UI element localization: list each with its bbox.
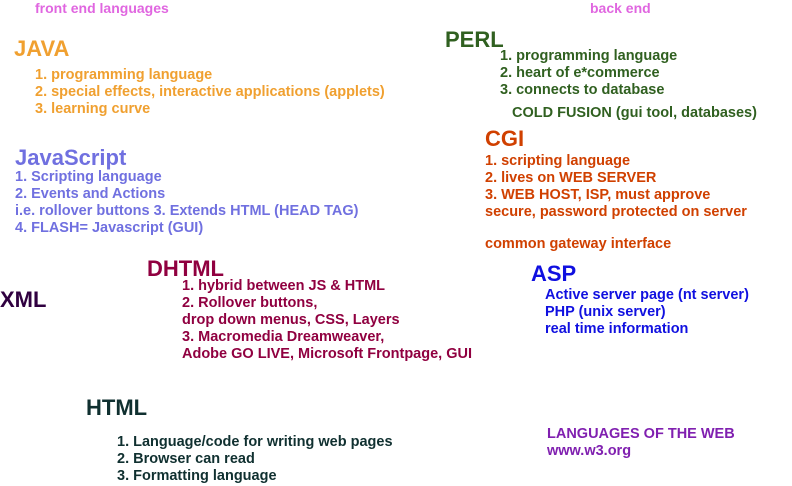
list-item: 2. lives on WEB SERVER [485,170,657,186]
asp-title: ASP [531,261,577,286]
list-item: 1. programming language [35,67,213,83]
coldfusion-note: COLD FUSION (gui tool, databases) [512,105,757,121]
list-item: i.e. rollover buttons 3. Extends HTML (HEAD TAG) [15,203,359,219]
cgi-list [485,153,747,221]
java-title: JAVA [14,36,70,61]
list-item: Adobe GO LIVE, Microsoft Frontpage, GUI [182,346,473,362]
perl-title: PERL [445,27,504,52]
list-item: 3. Macromedia Dreamweaver, [182,329,385,345]
list-item: drop down menus, CSS, Layers [182,312,400,328]
list-item: 2. Rollover buttons, [182,295,318,311]
front-end-label: front end languages [35,0,169,16]
list-item: 1. hybrid between JS & HTML [182,278,386,294]
xml-title: XML [0,287,47,312]
asp-list [545,287,749,338]
dhtml-title: DHTML [147,256,224,281]
list-item: 1. Language/code for writing web pages [117,434,393,450]
list-item: 2. Browser can read [117,451,255,467]
list-item: 3. learning curve [35,101,151,117]
list-item: secure, password protected on server [485,204,747,220]
back-end-label: back end [590,0,651,16]
html-list [117,434,393,485]
footer-url: www.w3.org [547,443,632,459]
list-item: PHP (unix server) [545,304,666,320]
list-item: 1. Scripting language [15,169,162,185]
html-title: HTML [86,395,148,420]
cgi-expansion: common gateway interface [485,236,672,252]
list-item: 2. Events and Actions [15,186,166,202]
java-list [35,67,385,118]
javascript-list [15,169,358,237]
list-item: 3. WEB HOST, ISP, must approve [485,187,711,203]
list-item: 1. programming language [500,48,678,64]
list-item: 2. heart of e*commerce [500,65,660,81]
list-item: real time information [545,321,689,337]
cgi-title: CGI [485,126,525,151]
list-item: 3. connects to database [500,82,665,98]
dhtml-list [182,278,472,363]
javascript-title: JavaScript [15,145,127,170]
perl-list [500,48,677,99]
footer-block [547,426,735,460]
list-item: 4. FLASH= Javascript (GUI) [15,220,204,236]
list-item: 2. special effects, interactive applications (applets) [35,84,385,100]
list-item: 1. scripting language [485,153,631,169]
list-item: 3. Formatting language [117,468,277,484]
list-item: Active server page (nt server) [545,287,749,303]
footer-title: LANGUAGES OF THE WEB [547,426,735,442]
